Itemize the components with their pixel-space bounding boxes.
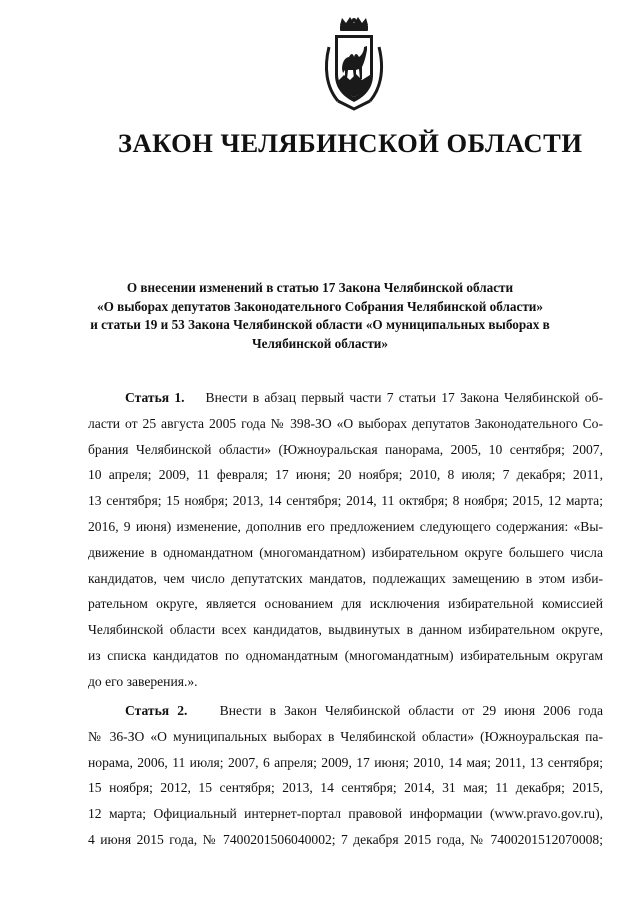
subject-line: О внесении изменений в статью 17 Закона Челябинской области xyxy=(126,280,514,295)
article-line: кандидатов, чем число депутатских мандатов, подлежащих замещению в этом изби- xyxy=(88,570,603,586)
law-subject xyxy=(80,279,560,353)
article-line: рательном округе, является основанием для исключения избирательной комиссией xyxy=(88,596,603,612)
subject-line: и статьи 19 и 53 Закона Челябинской области «О муниципальных выборах в xyxy=(90,317,550,332)
article-text: Внести в Закон Челябинской области от 29 июня 2006 года xyxy=(219,703,604,718)
article-line: брания Челябинской области» (Южноуральская панорама, 2005, 10 сентября; 2007, xyxy=(88,441,603,457)
article-line: 4 июня 2015 года, № 7400201506040002; 7 декабря 2015 года, № 7400201512070008; xyxy=(88,831,603,847)
article-line xyxy=(88,698,603,724)
article-line: Челябинской области всех кандидатов, выдвинутых в данном избирательном округе, xyxy=(88,622,603,638)
article-line: 12 марта; Официальный интернет-портал правовой информации (www.pravo.gov.ru), xyxy=(88,806,603,822)
article-label: Статья 2. xyxy=(125,703,188,718)
law-title: ЗАКОН ЧЕЛЯБИНСКОЙ ОБЛАСТИ xyxy=(118,128,583,158)
article-line: движение в одномандатном (многомандатном) избирательном округе большего числа xyxy=(88,544,603,560)
article-1 xyxy=(88,385,603,695)
article-line: до его заверения.». xyxy=(88,673,198,689)
article-line xyxy=(88,385,603,411)
article-line: № 36-ЗО «О муниципальных выборах в Челябинской области» (Южноуральская па- xyxy=(88,728,603,744)
article-2 xyxy=(88,698,603,853)
article-line: из списка кандидатов по одномандатным (многомандатным) избирательным округам xyxy=(88,647,603,663)
subject-line: Челябинской области» xyxy=(252,335,388,351)
subject-line: «О выборах депутатов Законодательного Собрания Челябинской области» xyxy=(96,298,543,314)
article-line: 10 апреля; 2009, 11 февраля; 17 июня; 20 ноября; 2010, 8 июля; 7 декабря; 2011, xyxy=(88,467,603,483)
article-line: 2016, 9 июня) изменение, дополнив его предложением следующего содержания: «Вы- xyxy=(88,518,603,534)
article-line: ласти от 25 августа 2005 года № 398-ЗО «О выборах депутатов Законодательного Со- xyxy=(88,415,603,431)
article-line: 13 сентября; 15 ноября; 2013, 14 сентября; 2014, 11 октября; 8 ноября; 2015, 12 марта; xyxy=(88,493,603,509)
article-label: Статья 1. xyxy=(125,390,185,405)
article-line: норама, 2006, 11 июля; 2007, 6 апреля; 2009, 17 июня; 2010, 14 мая; 2011, 13 сентября; xyxy=(88,754,603,770)
coat-of-arms-icon xyxy=(322,17,386,111)
article-text: Внести в абзац первый части 7 статьи 17 Закона Челябинской об- xyxy=(205,390,604,405)
article-line: 15 ноября; 2012, 15 сентября; 2013, 14 сентября; 2014, 31 мая; 11 декабря; 2015, xyxy=(88,780,603,796)
